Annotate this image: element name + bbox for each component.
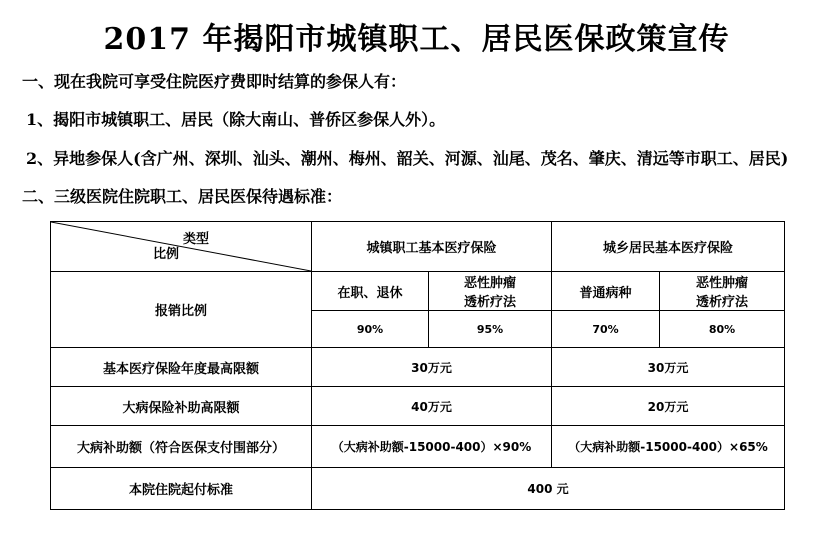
row-label-subsidy: 大病补助额（符合医保支付围部分）: [51, 426, 312, 468]
threshold-value: 400 元: [312, 468, 785, 510]
basic-limit-employee: 30万元: [312, 348, 552, 387]
item-two: 2、异地参保人(含广州、深圳、汕头、潮州、梅州、韶关、河源、汕尾、茂名、肇庆、清远等市职工、居民): [26, 149, 789, 168]
row-label-major-limit: 大病保险补助高限额: [51, 387, 312, 426]
ratio-employee-active: 90%: [312, 311, 429, 348]
subsidy-employee: （大病补助额-15000-400）×90%: [312, 426, 552, 468]
corner-type-label: 类型: [182, 231, 209, 247]
major-limit-employee: 40万元: [312, 387, 552, 426]
ratio-employee-cancer: 95%: [429, 311, 552, 348]
major-limit-resident: 20万元: [552, 387, 785, 426]
row-label-basic-limit: 基本医疗保险年度最高限额: [51, 348, 312, 387]
header-resident-insurance: 城乡居民基本医疗保险: [552, 222, 785, 272]
row-label-ratio: 报销比例: [51, 272, 312, 348]
subsidy-resident: （大病补助额-15000-400）×65%: [552, 426, 785, 468]
item-one: 1、揭阳市城镇职工、居民（除大南山、普侨区参保人外）。: [26, 110, 446, 129]
row-label-threshold: 本院住院起付标准: [51, 468, 312, 510]
basic-limit-resident: 30万元: [552, 348, 785, 387]
sub-header-employee-active: 在职、退休: [312, 272, 429, 311]
header-employee-insurance: 城镇职工基本医疗保险: [312, 222, 552, 272]
ratio-resident-cancer: 80%: [660, 311, 785, 348]
sub-header-resident-normal: 普通病种: [552, 272, 660, 311]
page-title: 2017 年揭阳市城镇职工、居民医保政策宣传: [103, 22, 730, 57]
sub-header-employee-cancer: 恶性肿瘤 透析疗法: [429, 272, 552, 311]
benefit-table: [50, 221, 785, 510]
section-one-heading: 一、现在我院可享受住院医疗费即时结算的参保人有：: [22, 72, 407, 91]
ratio-resident-normal: 70%: [552, 311, 660, 348]
corner-ratio-label: 比例: [152, 246, 179, 262]
section-two-heading: 二、三级医院住院职工、居民医保待遇标准：: [22, 187, 343, 206]
corner-header-cell: [51, 222, 312, 272]
sub-header-resident-cancer: 恶性肿瘤 透析疗法: [660, 272, 785, 311]
